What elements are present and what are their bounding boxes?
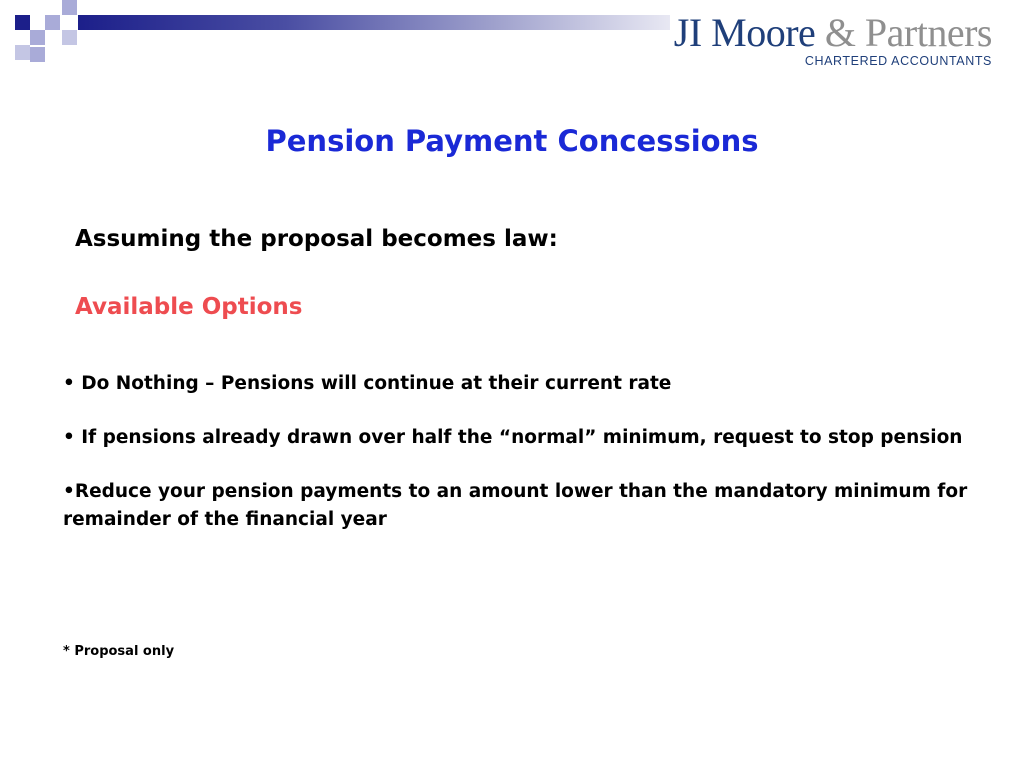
footnote: * Proposal only bbox=[63, 644, 175, 659]
square-light bbox=[62, 30, 77, 45]
bullet-item: •Reduce your pension payments to an amount lower than the mandatory minimum for remainder of the financial year bbox=[63, 481, 968, 530]
square-light bbox=[62, 0, 77, 15]
slide-subtitle: Assuming the proposal becomes law: bbox=[75, 226, 558, 252]
square-light bbox=[30, 30, 45, 45]
options-heading: Available Options bbox=[75, 294, 303, 320]
company-logo bbox=[640, 8, 1010, 70]
bullet-item: • If pensions already drawn over half the “normal” minimum, request to stop pension bbox=[63, 427, 963, 448]
square-light bbox=[30, 47, 45, 62]
bullet-item: • Do Nothing – Pensions will continue at their current rate bbox=[63, 373, 672, 394]
slide-title: Pension Payment Concessions bbox=[265, 124, 759, 158]
square-light bbox=[45, 15, 60, 30]
logo-partners: & Partners bbox=[815, 10, 992, 55]
logo-name: JI Moore bbox=[673, 10, 816, 55]
logo-subtitle: CHARTERED ACCOUNTANTS bbox=[804, 54, 992, 68]
logo-wordmark bbox=[674, 10, 992, 56]
square-dark bbox=[15, 15, 30, 30]
decorative-squares bbox=[0, 0, 90, 70]
bullet-list bbox=[63, 370, 973, 560]
header-gradient-bar bbox=[78, 15, 670, 30]
square-light bbox=[15, 45, 30, 60]
